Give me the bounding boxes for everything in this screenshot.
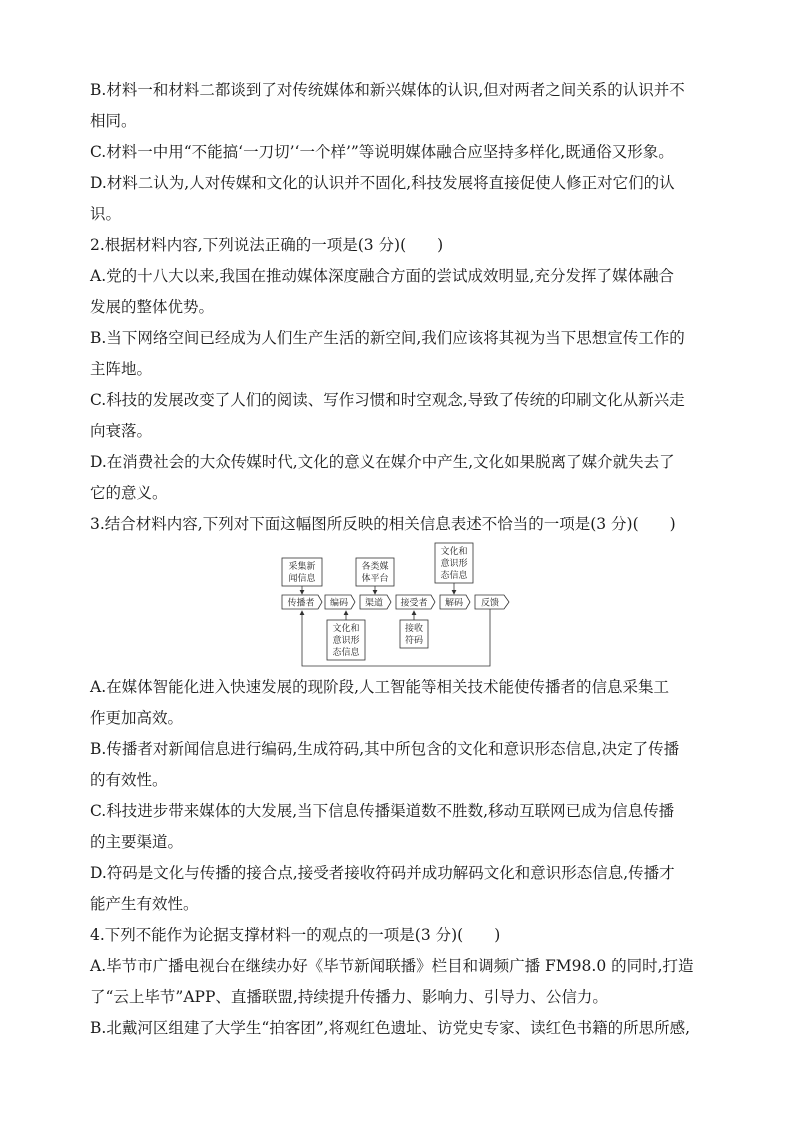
text-block-bottom [90, 672, 706, 1044]
chain-label: 渠道 [364, 598, 384, 609]
text-line: 它的意义。 [90, 484, 168, 502]
text-line: C.材料一中用“不能搞‘一刀切’‘一个样’”等说明媒体融合应坚持多样化,既通俗又形象。 [90, 143, 674, 161]
chain-label: 接受者 [400, 598, 428, 609]
text-line: 向衰落。 [90, 422, 153, 440]
question-4-stem: 4.下列不能作为论据支撑材料一的观点的一项是(3 分)( ) [90, 926, 501, 944]
text-line: 作更加高效。 [90, 709, 184, 727]
box-label: 体平台 [361, 574, 389, 584]
box-label: 符码 [404, 636, 424, 646]
text-line: C.科技的发展改变了人们的阅读、写作习惯和时空观念,导致了传统的印刷文化从新兴走 [90, 391, 685, 409]
bottom-box-culture [327, 620, 365, 660]
text-line: D.符码是文化与传播的接合点,接受者接收符码并成功解码文化和意识形态信息,传播才 [90, 864, 675, 882]
box-label: 接收 [404, 624, 424, 634]
chain-node-feedback [475, 595, 509, 609]
chain-label: 传播者 [287, 598, 315, 609]
chain-node-decode [440, 595, 470, 609]
top-box-collect [282, 558, 322, 586]
text-line: 了“云上毕节”APP、直播联盟,持续提升传播力、影响力、引导力、公信力。 [90, 988, 608, 1006]
box-label: 态信息 [440, 571, 468, 581]
chain-node-sender [282, 595, 322, 609]
text-line: D.在消费社会的大众传媒时代,文化的意义在媒介中产生,文化如果脱离了媒介就失去了 [90, 453, 675, 471]
text-line: C.科技进步带来媒体的大发展,当下信息传播渠道数不胜数,移动互联网已成为信息传播 [90, 802, 675, 820]
box-label: 闻信息 [288, 574, 316, 584]
chain-node-channel [360, 595, 391, 609]
box-label: 文化和 [440, 547, 468, 557]
text-line: 识。 [90, 205, 122, 223]
text-line: B.当下网络空间已经成为人们生产生活的新空间,我们应该将其视为当下思想宣传工作的 [90, 329, 685, 347]
text-block-top [90, 75, 706, 540]
text-line: 发展的整体优势。 [90, 298, 215, 316]
text-line: B.材料一和材料二都谈到了对传统媒体和新兴媒体的认识,但对两者之间关系的认识并不 [90, 81, 685, 99]
chain-node-encode [325, 595, 355, 609]
box-label: 意识形 [332, 636, 360, 646]
text-line: 能产生有效性。 [90, 895, 199, 913]
text-line: D.材料二认为,人对传媒和文化的认识并不固化,科技发展将直接促使人修正对它们的认 [90, 174, 675, 192]
question-2-stem: 2.根据材料内容,下列说法正确的一项是(3 分)( ) [90, 236, 444, 254]
box-label: 采集新 [288, 562, 316, 572]
bottom-box-symbol [400, 620, 428, 648]
chain-label: 解码 [444, 598, 464, 609]
text-line: 的主要渠道。 [90, 833, 184, 851]
box-label: 各类媒 [361, 562, 389, 572]
text-line: 相同。 [90, 112, 137, 130]
text-line: A.党的十八大以来,我国在推动媒体深度融合方面的尝试成效明显,充分发挥了媒体融合 [90, 267, 674, 285]
text-line: B.传播者对新闻信息进行编码,生成符码,其中所包含的文化和意识形态信息,决定了传播 [90, 740, 680, 758]
text-line: A.毕节市广播电视台在继续办好《毕节新闻联播》栏目和调频广播 FM98.0 的同时,打造 [90, 957, 694, 975]
chain-node-receiver [396, 595, 435, 609]
top-box-platform [356, 558, 394, 586]
communication-flow-diagram [280, 540, 520, 670]
box-label: 态信息 [332, 648, 360, 658]
text-line: 主阵地。 [90, 360, 153, 378]
chain-label: 编码 [329, 598, 349, 609]
top-box-culture [435, 543, 473, 583]
text-line: A.在媒体智能化进入快速发展的现阶段,人工智能等相关技术能使传播者的信息采集工 [90, 678, 670, 696]
question-3-stem: 3.结合材料内容,下列对下面这幅图所反映的相关信息表述不恰当的一项是(3 分)( ) [90, 515, 676, 533]
box-label: 文化和 [332, 624, 360, 634]
text-line: 的有效性。 [90, 771, 168, 789]
box-label: 意识形 [440, 559, 468, 569]
chain-label: 反馈 [480, 598, 500, 609]
text-line: B.北戴河区组建了大学生“拍客团”,将观红色遗址、访党史专家、读红色书籍的所思所感, [90, 1019, 691, 1037]
